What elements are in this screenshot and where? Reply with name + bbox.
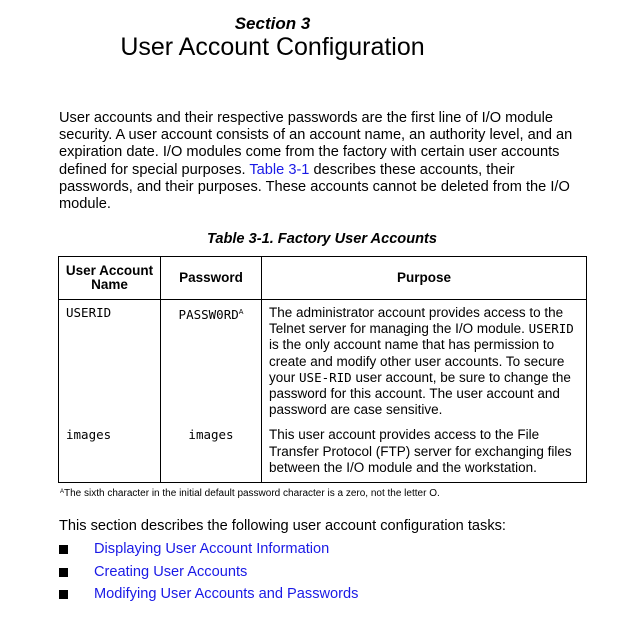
purpose-code-userid-hyphenated: USE-RID	[299, 369, 352, 385]
header-user-account-name: User Account Name	[59, 257, 161, 300]
purpose-text: The administrator account provides access to the Telnet server for managing the I/O module.	[269, 305, 564, 337]
purpose-code-userid: USERID	[528, 321, 574, 337]
page-title: User Account Configuration	[120, 33, 425, 61]
table-footnote	[60, 488, 440, 499]
password-value: PASSW0RD	[178, 307, 239, 322]
table-row	[59, 422, 587, 482]
header-purpose: Purpose	[262, 257, 587, 300]
table-caption: Table 3-1. Factory User Accounts	[206, 231, 438, 247]
footnote-mark: A	[60, 489, 65, 495]
intro-text-continued: describes these accounts, their passwords, and their purposes. These accounts cannot be deleted from the I/O module.	[59, 161, 570, 213]
purpose-text: user account, be sure to change the password for this account. The user account and password are case sensitive.	[269, 369, 571, 418]
password-value: images	[188, 427, 234, 443]
table-3-1-link[interactable]: Table 3-1	[249, 161, 310, 178]
account-name-cell: images	[59, 422, 161, 482]
header-password: Password	[161, 257, 262, 300]
task-link-creating[interactable]: Creating User Accounts	[94, 563, 248, 580]
list-item	[59, 541, 358, 564]
list-item	[59, 564, 358, 587]
footnote-marker: A	[238, 309, 244, 316]
factory-user-accounts-table	[58, 256, 587, 483]
purpose-cell	[262, 300, 587, 423]
section-label: Section 3	[234, 14, 311, 33]
account-name-cell: USERID	[59, 300, 161, 423]
table-row	[59, 300, 587, 423]
purpose-cell: This user account provides access to the File Transfer Protocol (FTP) server for exchanging files between the I/O module and the workstation.	[262, 422, 587, 482]
square-bullet-icon	[59, 545, 68, 554]
intro-paragraph	[59, 110, 584, 213]
password-cell	[161, 300, 262, 423]
task-link-displaying[interactable]: Displaying User Account Information	[94, 541, 330, 557]
purpose-text: is the only account name that has permission to create and modify other user accounts. To secure your	[269, 337, 565, 385]
list-item	[59, 586, 358, 609]
table-header-row	[59, 257, 587, 300]
square-bullet-icon	[59, 590, 68, 599]
square-bullet-icon	[59, 568, 68, 577]
password-cell	[161, 422, 262, 482]
tasks-intro: This section describes the following user account configuration tasks:	[59, 518, 506, 534]
task-link-modifying[interactable]: Modifying User Accounts and Passwords	[94, 586, 359, 602]
task-list	[59, 541, 358, 609]
footnote-text: The sixth character in the initial default password character is a zero, not the letter O.	[64, 488, 440, 499]
intro-text: User accounts and their respective passwords are the first line of I/O module security. A user account consists of an account name, an authority level, and an expiration date. I/O modules come from the factory with certain user accounts defined for special purposes.	[59, 110, 573, 178]
